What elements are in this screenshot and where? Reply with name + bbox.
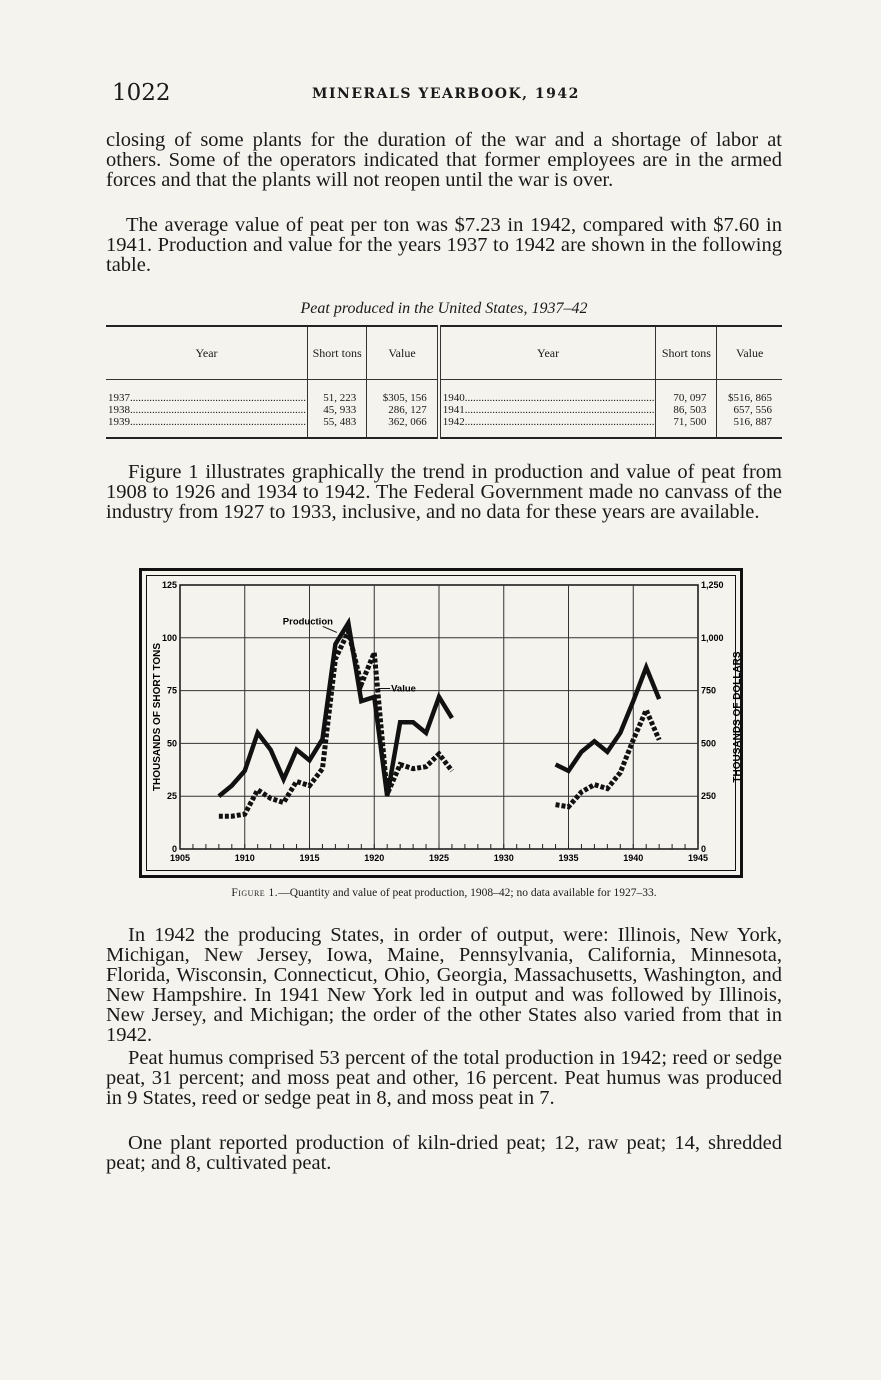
tons-1941: 86, 503 — [673, 404, 707, 416]
x-tick-label: 1930 — [493, 853, 514, 863]
x-tick-label: 1915 — [299, 853, 320, 863]
x-tick-label: 1935 — [558, 853, 579, 863]
col-header-year-2: Year — [439, 326, 656, 380]
paragraph-3: Figure 1 illustrates graphically the trend in production and value of peat from 1908 to 1926 and 1934 to 1942. The Federal Government made no canvass of the industry from 1927 to 1933, inclusive, and no data for these years are available. — [106, 461, 782, 523]
year-1941: 1941..................................................................... — [442, 404, 655, 416]
y-left-tick-label: 100 — [161, 632, 177, 643]
value-1937: $305, 156 — [382, 392, 427, 404]
y-right-tick-label: 750 — [701, 685, 717, 696]
y-right-tick-label: 1,250 — [701, 580, 724, 590]
year-cell — [106, 380, 308, 439]
year-1937: 1937................................................................ — [108, 392, 306, 404]
year-cell-2 — [439, 380, 656, 439]
col-header-short-tons-2: Short tons — [656, 326, 717, 380]
y-right-tick-label: 1,000 — [701, 632, 724, 643]
y-right-tick-label: 250 — [701, 791, 717, 802]
paragraph-1: closing of some plants for the duration of the war and a shortage of labor at others. Some of the operators indicated that former employees are in the armed forces and that the plants will not reopen until the war is over. — [106, 129, 782, 191]
figure-caption — [106, 887, 782, 899]
paragraph-5: Peat humus comprised 53 percent of the total production in 1942; reed or sedge peat, 31 percent; and moss peat and other, 16 percent. Peat humus was produced in 9 States, reed or sedge peat in 8, and moss peat in 7. — [106, 1047, 782, 1109]
y-left-tick-label: 50 — [166, 738, 177, 749]
x-tick-label: 1945 — [687, 853, 709, 863]
production-table — [106, 325, 782, 439]
figure-label: Figure 1. — [231, 887, 279, 899]
value-cell-2 — [717, 380, 782, 439]
y-right-zero-label: 0 — [701, 844, 707, 854]
y-left-tick-label: 25 — [166, 791, 177, 802]
y-right-tick-label: 500 — [701, 738, 717, 749]
y-left-axis-label: THOUSANDS OF SHORT TONS — [152, 642, 163, 792]
page-number: 1022 — [112, 80, 171, 106]
annotation-value: Value — [391, 683, 416, 695]
value-1940: $516, 865 — [728, 392, 772, 404]
table-header-row — [106, 326, 782, 380]
y-left-tick-label: 125 — [161, 580, 177, 590]
x-tick-label: 1910 — [234, 853, 255, 863]
figure-caption-text: —Quantity and value of peat production, 1908–42; no data available for 1927–33. — [278, 887, 657, 899]
x-tick-label: 1940 — [623, 853, 644, 863]
tons-cell — [308, 380, 367, 439]
col-header-value: Value — [367, 326, 439, 380]
y-right-axis-label: THOUSANDS OF DOLLARS — [732, 651, 743, 783]
series-line-value-1 — [556, 710, 660, 807]
col-header-value-2: Value — [717, 326, 782, 380]
tons-1940: 70, 097 — [673, 392, 707, 404]
page-header — [112, 80, 782, 110]
value-1939: 362, 066 — [388, 416, 427, 428]
value-1938: 286, 127 — [388, 404, 427, 416]
year-1940: 1940..................................................................... — [442, 392, 655, 404]
annotation-production: Production — [282, 616, 333, 628]
peat-chart — [142, 571, 743, 875]
y-left-zero-label: 0 — [171, 844, 177, 854]
figure-frame — [139, 568, 743, 878]
tons-1937: 51, 223 — [323, 392, 357, 404]
paragraph-2: The average value of peat per ton was $7.23 in 1942, compared with $7.60 in 1941. Production and value for the years 1937 to 1942 are shown in the following table. — [106, 214, 782, 276]
series-line-production-0 — [219, 623, 452, 796]
x-tick-label: 1920 — [364, 853, 385, 863]
table-title: Peat produced in the United States, 1937–42 — [300, 300, 588, 317]
paragraph-4: In 1942 the producing States, in order of output, were: Illinois, New York, Michigan, New Jersey, Iowa, Maine, Pennsylvania, California, Minnesota, Florida, Wisconsin, Connecticut, Ohio, Georgia, Massachusetts, Washington, and New Hampshire. In 1941 New York led in output and was followed by Illinois, New Jersey, and Michigan; the order of the other States also varied from that in 1942. — [106, 924, 782, 1046]
year-1939: 1939................................................................ — [108, 416, 306, 428]
tons-cell-2 — [656, 380, 717, 439]
table-row — [106, 380, 782, 439]
year-1942: 1942..................................................................... — [442, 416, 655, 428]
tons-1939: 55, 483 — [323, 416, 357, 428]
running-head: MINERALS YEARBOOK, 1942 — [312, 86, 580, 102]
col-header-short-tons: Short tons — [308, 326, 367, 380]
value-1942: 516, 887 — [733, 416, 772, 428]
tons-1942: 71, 500 — [673, 416, 707, 428]
value-1941: 657, 556 — [733, 404, 772, 416]
paragraph-6: One plant reported production of kiln-dried peat; 12, raw peat; 14, shredded peat; and 8, cultivated peat. — [106, 1132, 782, 1174]
year-1938: 1938................................................................ — [108, 404, 306, 416]
x-tick-label: 1925 — [428, 853, 450, 863]
col-header-year: Year — [106, 326, 308, 380]
y-left-tick-label: 75 — [166, 685, 177, 696]
value-cell — [367, 380, 439, 439]
x-tick-label: 1905 — [169, 853, 191, 863]
tons-1938: 45, 933 — [323, 404, 357, 416]
